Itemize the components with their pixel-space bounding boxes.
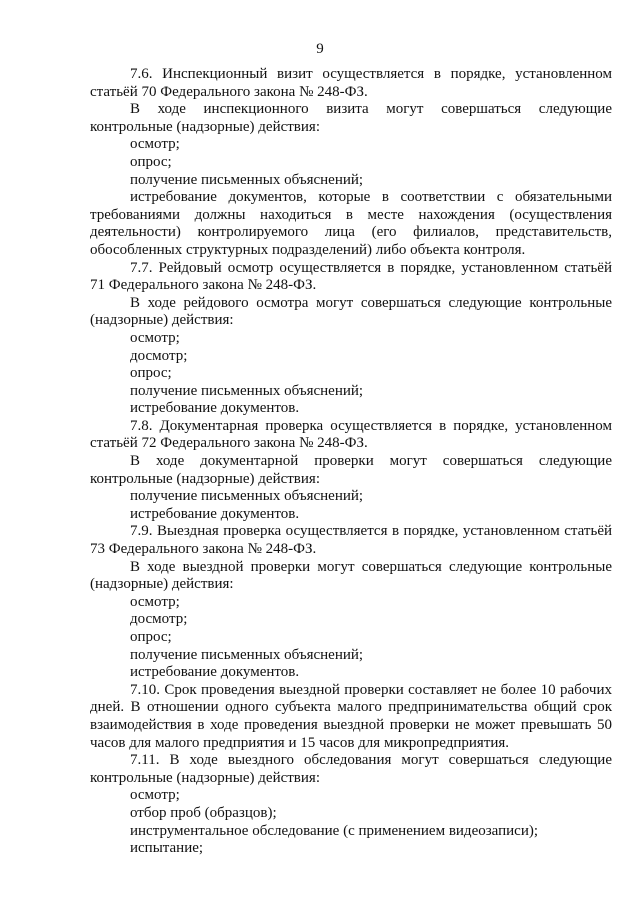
list-item: испытание; xyxy=(130,840,204,857)
list-item: осмотр; xyxy=(130,329,180,346)
paragraph: В ходе документарной проверки могут совершаться следующие контрольные (надзорные) действия: xyxy=(90,453,612,487)
list-item: инструментальное обследование (с применением видеозаписи); xyxy=(130,822,539,839)
list-item: истребование документов. xyxy=(130,400,300,417)
document-body xyxy=(90,66,612,858)
paragraph: 7.6. Инспекционный визит осуществляется в порядке, установленном статьёй 70 Федерального закона № 248-ФЗ. xyxy=(90,66,612,100)
paragraph: 7.10. Срок проведения выездной проверки составляет не более 10 рабочих дней. В отношении одного субъекта малого предпринимательства общий срок взаимодействия в ходе проведения выездной проверки не может превышать 50 часов для малого предприятия и 15 часов для микропредприятия. xyxy=(90,681,612,751)
paragraph: 7.7. Рейдовый осмотр осуществляется в порядке, установленном статьёй 71 Федерального закона № 248-ФЗ. xyxy=(90,259,612,294)
paragraph: В ходе выездной проверки могут совершаться следующие контрольные (надзорные) действия: xyxy=(90,558,612,593)
list-item: получение письменных объяснений; xyxy=(130,488,364,505)
list-item: получение письменных объяснений; xyxy=(130,171,364,188)
list-item: осмотр; xyxy=(130,136,180,153)
list-item: получение письменных объяснений; xyxy=(130,646,364,663)
paragraph: истребование документов, которые в соответствии с обязательными требованиями должны находиться в месте нахождения (осуществления деятельности) контролируемого лица (его филиалов, представительств, обособленных структурных подразделений) либо объекта контроля. xyxy=(90,189,612,258)
list-item: опрос; xyxy=(130,365,172,382)
list-item: опрос; xyxy=(130,153,172,170)
paragraph: 7.11. В ходе выездного обследования могут совершаться следующие контрольные (надзорные) действия: xyxy=(90,752,612,786)
list-item: истребование документов. xyxy=(130,505,300,522)
list-item: досмотр; xyxy=(130,611,188,628)
paragraph: 7.8. Документарная проверка осуществляется в порядке, установленном статьёй 72 Федерального закона № 248-ФЗ. xyxy=(90,417,612,452)
list-item: осмотр; xyxy=(130,787,180,804)
list-item: осмотр; xyxy=(130,593,180,610)
list-item: отбор проб (образцов); xyxy=(130,804,277,821)
list-item: досмотр; xyxy=(130,347,188,364)
paragraph: В ходе инспекционного визита могут совершаться следующие контрольные (надзорные) действия: xyxy=(90,101,612,135)
page-number: 9 xyxy=(316,41,324,57)
list-item: опрос; xyxy=(130,629,172,645)
list-item: истребование документов. xyxy=(130,664,300,681)
paragraph: 7.9. Выездная проверка осуществляется в порядке, установленном статьёй 73 Федерального закона № 248-ФЗ. xyxy=(90,523,612,558)
list-item: получение письменных объяснений; xyxy=(130,382,364,399)
paragraph: В ходе рейдового осмотра могут совершаться следующие контрольные (надзорные) действия: xyxy=(90,294,612,329)
